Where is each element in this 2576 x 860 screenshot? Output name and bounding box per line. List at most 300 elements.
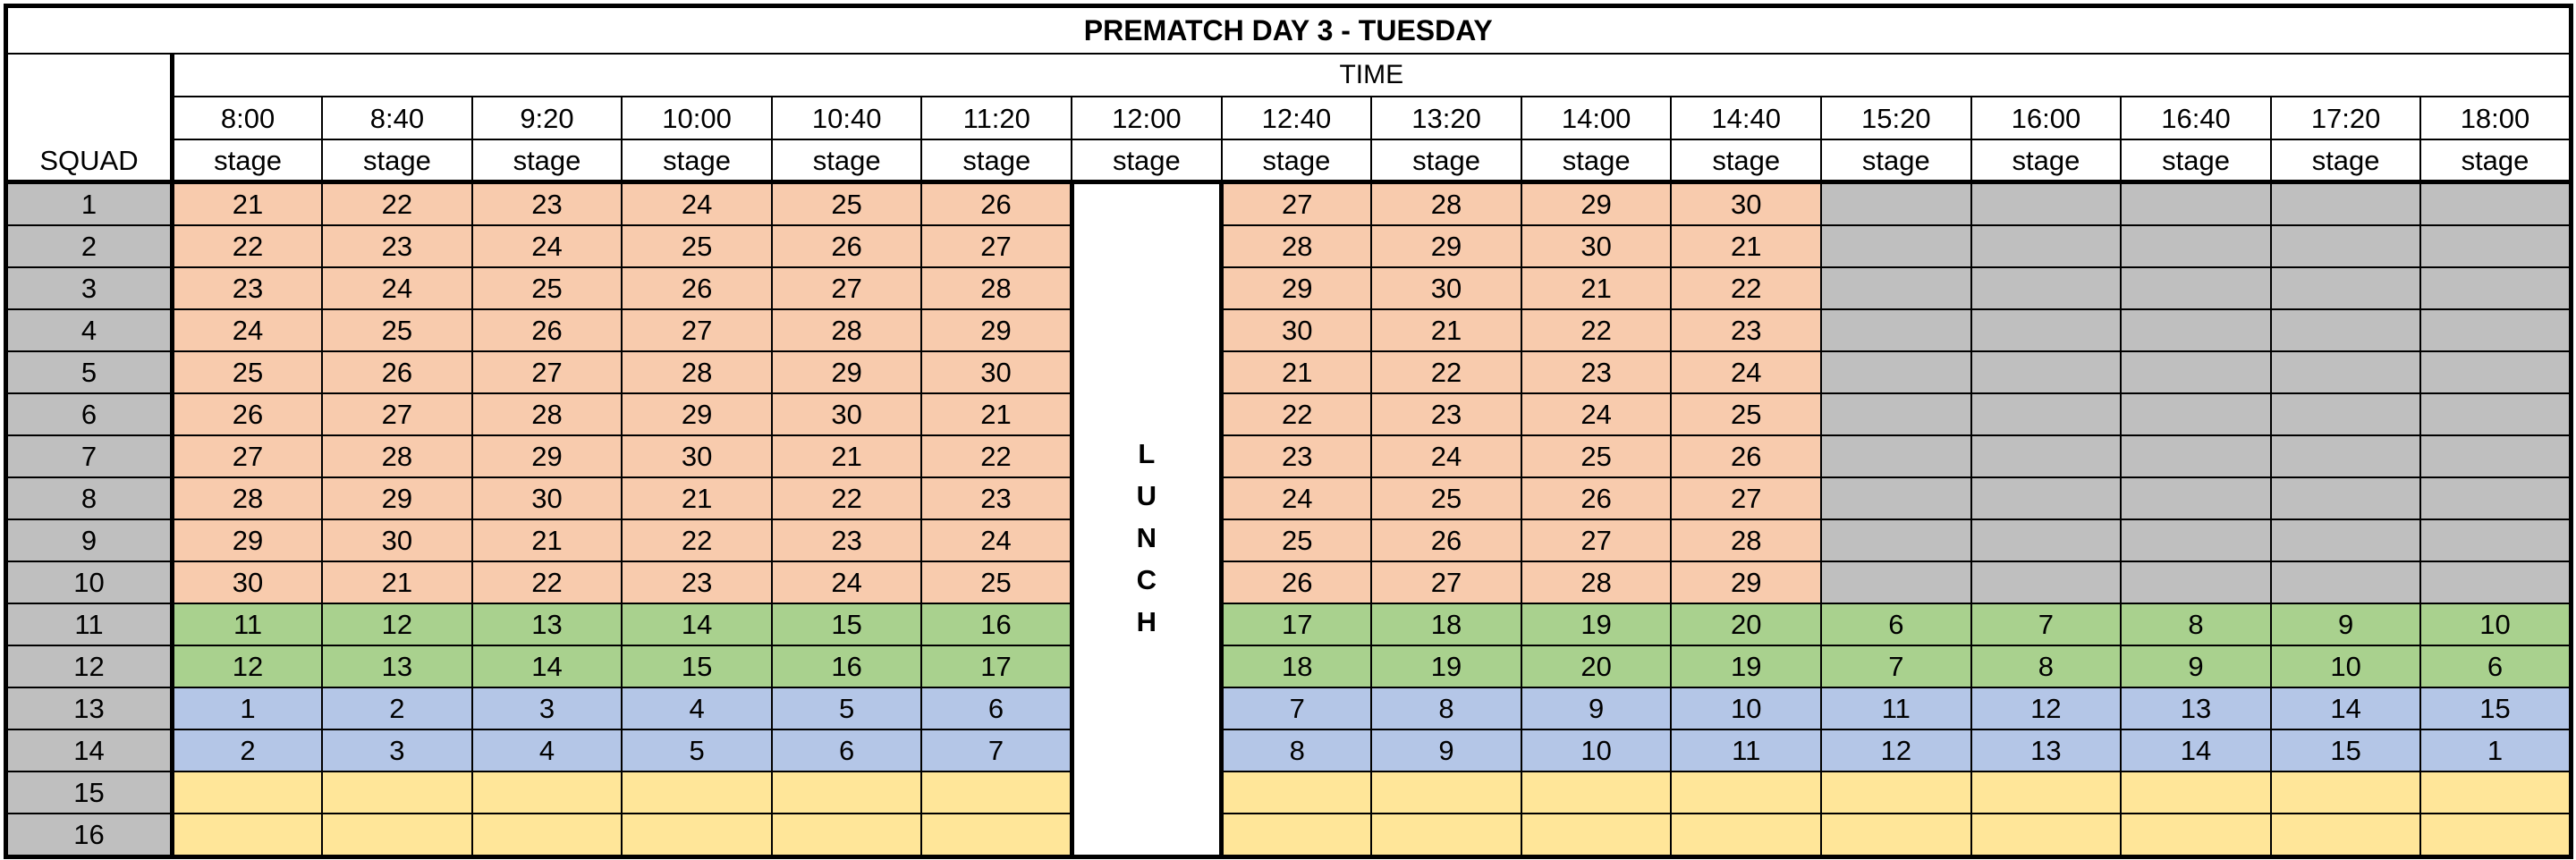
stage-assignment-cell: 27 <box>173 435 323 477</box>
time-slot-row <box>6 97 2572 139</box>
stage-label: stage <box>2271 139 2421 182</box>
stage-assignment-cell <box>2420 771 2571 814</box>
stage-assignment-cell <box>2420 309 2571 351</box>
stage-assignment-cell: 22 <box>622 519 772 561</box>
stage-assignment-cell: 10 <box>2420 603 2571 645</box>
stage-assignment-cell <box>1671 814 1821 857</box>
stage-assignment-cell: 7 <box>1971 603 2122 645</box>
stage-label: stage <box>921 139 1072 182</box>
stage-assignment-cell <box>2420 225 2571 267</box>
stage-assignment-cell: 23 <box>1371 393 1521 435</box>
stage-assignment-cell: 25 <box>921 561 1072 603</box>
stage-assignment-cell: 27 <box>1671 477 1821 519</box>
stage-assignment-cell: 29 <box>1521 182 1672 226</box>
stage-assignment-cell: 19 <box>1671 645 1821 687</box>
stage-label: stage <box>1671 139 1821 182</box>
stage-assignment-cell: 22 <box>173 225 323 267</box>
stage-assignment-cell <box>2121 435 2271 477</box>
squad-row <box>6 687 2572 729</box>
squad-number: 4 <box>6 309 173 351</box>
stage-assignment-cell: 7 <box>921 729 1072 771</box>
stage-assignment-cell: 15 <box>772 603 922 645</box>
stage-assignment-cell: 21 <box>1671 225 1821 267</box>
stage-assignment-cell <box>1521 814 1672 857</box>
stage-assignment-cell: 26 <box>1222 561 1372 603</box>
squad-row <box>6 519 2572 561</box>
stage-assignment-cell: 29 <box>921 309 1072 351</box>
stage-assignment-cell <box>2420 351 2571 393</box>
stage-assignment-cell: 14 <box>472 645 623 687</box>
stage-assignment-cell <box>772 771 922 814</box>
stage-assignment-cell: 26 <box>1371 519 1521 561</box>
stage-assignment-cell: 30 <box>1521 225 1672 267</box>
stage-label: stage <box>472 139 623 182</box>
stage-assignment-cell <box>2271 225 2421 267</box>
stage-assignment-cell <box>1821 519 1971 561</box>
stage-label: stage <box>2121 139 2271 182</box>
stage-assignment-cell: 6 <box>2420 645 2571 687</box>
stage-assignment-cell: 21 <box>772 435 922 477</box>
schedule-title: PREMATCH DAY 3 - TUESDAY <box>6 6 2572 55</box>
stage-assignment-cell <box>1971 393 2122 435</box>
stage-assignment-cell: 11 <box>1821 687 1971 729</box>
stage-label: stage <box>173 139 323 182</box>
stage-assignment-cell: 19 <box>1371 645 1521 687</box>
stage-assignment-cell <box>2420 435 2571 477</box>
stage-assignment-cell <box>1971 771 2122 814</box>
stage-assignment-cell: 6 <box>1821 603 1971 645</box>
stage-assignment-cell <box>2271 435 2421 477</box>
time-slot-header: 14:40 <box>1671 97 1821 139</box>
stage-assignment-cell <box>2121 267 2271 309</box>
stage-assignment-cell <box>2420 393 2571 435</box>
stage-assignment-cell: 14 <box>2121 729 2271 771</box>
stage-assignment-cell <box>1821 182 1971 226</box>
lunch-letter: N <box>1136 521 1157 553</box>
stage-assignment-cell: 22 <box>1371 351 1521 393</box>
stage-assignment-cell: 29 <box>1671 561 1821 603</box>
stage-assignment-cell <box>1821 771 1971 814</box>
stage-assignment-cell: 25 <box>772 182 922 226</box>
squad-number: 10 <box>6 561 173 603</box>
stage-assignment-cell: 3 <box>322 729 472 771</box>
stage-assignment-cell: 30 <box>921 351 1072 393</box>
stage-assignment-cell <box>921 771 1072 814</box>
stage-assignment-cell: 29 <box>1371 225 1521 267</box>
stage-assignment-cell <box>1222 771 1372 814</box>
stage-assignment-cell: 21 <box>1521 267 1672 309</box>
stage-assignment-cell <box>2420 182 2571 226</box>
squad-row <box>6 561 2572 603</box>
stage-assignment-cell <box>1971 182 2122 226</box>
stage-label: stage <box>1821 139 1971 182</box>
stage-assignment-cell: 21 <box>173 182 323 226</box>
squad-number: 7 <box>6 435 173 477</box>
squad-row <box>6 477 2572 519</box>
stage-assignment-cell <box>173 771 323 814</box>
time-slot-header: 16:00 <box>1971 97 2122 139</box>
stage-assignment-cell: 11 <box>173 603 323 645</box>
squad-number: 8 <box>6 477 173 519</box>
stage-assignment-cell: 21 <box>472 519 623 561</box>
squad-number: 9 <box>6 519 173 561</box>
stage-assignment-cell: 21 <box>1371 309 1521 351</box>
stage-assignment-cell <box>2271 771 2421 814</box>
stage-assignment-cell <box>1671 771 1821 814</box>
stage-assignment-cell <box>1971 561 2122 603</box>
stage-assignment-cell: 28 <box>1671 519 1821 561</box>
stage-assignment-cell: 27 <box>472 351 623 393</box>
stage-assignment-cell: 22 <box>1671 267 1821 309</box>
stage-assignment-cell <box>322 814 472 857</box>
time-group-header: TIME <box>173 54 2572 97</box>
lunch-letter: C <box>1136 563 1157 595</box>
stage-assignment-cell <box>2420 477 2571 519</box>
stage-assignment-cell: 24 <box>1222 477 1372 519</box>
squad-row <box>6 351 2572 393</box>
stage-assignment-cell: 28 <box>622 351 772 393</box>
stage-assignment-cell: 15 <box>622 645 772 687</box>
stage-assignment-cell: 25 <box>1222 519 1372 561</box>
stage-assignment-cell: 10 <box>1521 729 1672 771</box>
stage-assignment-cell <box>2420 814 2571 857</box>
stage-assignment-cell: 9 <box>2271 603 2421 645</box>
stage-assignment-cell: 28 <box>1371 182 1521 226</box>
stage-assignment-cell: 15 <box>2420 687 2571 729</box>
stage-assignment-cell: 12 <box>1821 729 1971 771</box>
stage-assignment-cell <box>1821 267 1971 309</box>
stage-assignment-cell: 25 <box>472 267 623 309</box>
time-slot-header: 9:20 <box>472 97 623 139</box>
time-slot-header: 13:20 <box>1371 97 1521 139</box>
stage-assignment-cell <box>1521 771 1672 814</box>
stage-assignment-cell <box>1971 477 2122 519</box>
stage-assignment-cell <box>1821 814 1971 857</box>
stage-assignment-cell: 21 <box>1222 351 1372 393</box>
squad-row <box>6 771 2572 814</box>
stage-assignment-cell <box>2121 519 2271 561</box>
stage-assignment-cell <box>2420 267 2571 309</box>
stage-assignment-cell: 1 <box>2420 729 2571 771</box>
squad-number: 3 <box>6 267 173 309</box>
stage-assignment-cell: 29 <box>322 477 472 519</box>
stage-assignment-cell: 26 <box>622 267 772 309</box>
stage-assignment-cell <box>2121 771 2271 814</box>
squad-number: 16 <box>6 814 173 857</box>
title-row <box>6 6 2572 55</box>
stage-assignment-cell: 13 <box>472 603 623 645</box>
stage-assignment-cell <box>2271 267 2421 309</box>
stage-assignment-cell: 6 <box>772 729 922 771</box>
stage-assignment-cell: 30 <box>622 435 772 477</box>
stage-assignment-cell: 25 <box>1521 435 1672 477</box>
time-slot-header: 18:00 <box>2420 97 2571 139</box>
stage-assignment-cell: 25 <box>322 309 472 351</box>
stage-assignment-cell <box>472 771 623 814</box>
time-slot-header: 17:20 <box>2271 97 2421 139</box>
stage-assignment-cell: 23 <box>1521 351 1672 393</box>
stage-assignment-cell: 28 <box>1521 561 1672 603</box>
stage-assignment-cell <box>1821 309 1971 351</box>
stage-assignment-cell <box>2121 182 2271 226</box>
stage-label-row <box>6 139 2572 182</box>
stage-assignment-cell <box>2121 561 2271 603</box>
stage-assignment-cell <box>2121 225 2271 267</box>
stage-assignment-cell: 29 <box>622 393 772 435</box>
schedule-table <box>4 4 2573 859</box>
stage-assignment-cell <box>1222 814 1372 857</box>
stage-assignment-cell <box>2271 561 2421 603</box>
stage-assignment-cell: 7 <box>1222 687 1372 729</box>
stage-assignment-cell: 25 <box>1671 393 1821 435</box>
stage-assignment-cell <box>1971 351 2122 393</box>
squad-row <box>6 645 2572 687</box>
stage-assignment-cell <box>2121 309 2271 351</box>
stage-assignment-cell: 15 <box>2271 729 2421 771</box>
stage-assignment-cell: 22 <box>472 561 623 603</box>
squad-row <box>6 603 2572 645</box>
stage-assignment-cell: 5 <box>772 687 922 729</box>
stage-assignment-cell <box>1971 267 2122 309</box>
time-slot-header: 8:00 <box>173 97 323 139</box>
stage-assignment-cell: 26 <box>921 182 1072 226</box>
stage-assignment-cell <box>772 814 922 857</box>
stage-assignment-cell: 23 <box>772 519 922 561</box>
stage-assignment-cell: 23 <box>322 225 472 267</box>
stage-assignment-cell: 8 <box>1222 729 1372 771</box>
stage-assignment-cell <box>322 771 472 814</box>
squad-number: 12 <box>6 645 173 687</box>
stage-assignment-cell: 20 <box>1521 645 1672 687</box>
stage-assignment-cell: 13 <box>1971 729 2122 771</box>
time-slot-header: 8:40 <box>322 97 472 139</box>
stage-assignment-cell <box>1971 309 2122 351</box>
squad-row <box>6 225 2572 267</box>
stage-assignment-cell <box>2121 477 2271 519</box>
stage-assignment-cell <box>1371 814 1521 857</box>
stage-assignment-cell: 27 <box>921 225 1072 267</box>
stage-assignment-cell <box>1821 225 1971 267</box>
stage-label: stage <box>1072 139 1222 182</box>
stage-assignment-cell: 24 <box>921 519 1072 561</box>
stage-assignment-cell <box>1821 561 1971 603</box>
stage-assignment-cell: 30 <box>173 561 323 603</box>
stage-assignment-cell: 17 <box>921 645 1072 687</box>
stage-assignment-cell <box>622 771 772 814</box>
stage-assignment-cell: 29 <box>173 519 323 561</box>
time-slot-header: 16:40 <box>2121 97 2271 139</box>
squad-number: 5 <box>6 351 173 393</box>
squad-number: 6 <box>6 393 173 435</box>
stage-assignment-cell <box>2271 351 2421 393</box>
stage-assignment-cell: 27 <box>1222 182 1372 226</box>
squad-number: 11 <box>6 603 173 645</box>
stage-assignment-cell: 21 <box>322 561 472 603</box>
time-slot-header: 15:20 <box>1821 97 1971 139</box>
stage-assignment-cell: 2 <box>173 729 323 771</box>
lunch-letter: L <box>1138 437 1156 469</box>
stage-assignment-cell: 30 <box>322 519 472 561</box>
stage-assignment-cell <box>2271 477 2421 519</box>
stage-assignment-cell: 12 <box>1971 687 2122 729</box>
stage-assignment-cell: 24 <box>772 561 922 603</box>
stage-assignment-cell: 28 <box>173 477 323 519</box>
squad-number: 13 <box>6 687 173 729</box>
stage-assignment-cell: 28 <box>322 435 472 477</box>
time-slot-header: 12:40 <box>1222 97 1372 139</box>
stage-assignment-cell: 30 <box>772 393 922 435</box>
stage-assignment-cell: 26 <box>1521 477 1672 519</box>
stage-assignment-cell <box>1971 814 2122 857</box>
time-slot-header: 10:00 <box>622 97 772 139</box>
squad-row <box>6 182 2572 226</box>
stage-assignment-cell: 14 <box>622 603 772 645</box>
stage-assignment-cell: 13 <box>322 645 472 687</box>
stage-assignment-cell: 29 <box>772 351 922 393</box>
stage-assignment-cell: 22 <box>772 477 922 519</box>
stage-assignment-cell <box>1821 351 1971 393</box>
stage-assignment-cell <box>2271 309 2421 351</box>
squad-row <box>6 393 2572 435</box>
stage-assignment-cell: 9 <box>2121 645 2271 687</box>
stage-assignment-cell: 25 <box>173 351 323 393</box>
stage-assignment-cell <box>1971 519 2122 561</box>
stage-assignment-cell: 21 <box>622 477 772 519</box>
stage-label: stage <box>772 139 922 182</box>
time-slot-header: 10:40 <box>772 97 922 139</box>
time-header-row <box>6 54 2572 97</box>
squad-number: 14 <box>6 729 173 771</box>
stage-assignment-cell: 9 <box>1521 687 1672 729</box>
stage-assignment-cell <box>2121 351 2271 393</box>
squad-row <box>6 814 2572 857</box>
stage-assignment-cell: 28 <box>772 309 922 351</box>
squad-row <box>6 729 2572 771</box>
time-slot-header: 14:00 <box>1521 97 1672 139</box>
squad-number: 15 <box>6 771 173 814</box>
stage-assignment-cell: 30 <box>472 477 623 519</box>
stage-assignment-cell: 8 <box>1971 645 2122 687</box>
stage-assignment-cell: 24 <box>173 309 323 351</box>
time-slot-header: 12:00 <box>1072 97 1222 139</box>
stage-assignment-cell: 22 <box>921 435 1072 477</box>
squad-number: 1 <box>6 182 173 226</box>
stage-assignment-cell: 24 <box>622 182 772 226</box>
stage-assignment-cell: 22 <box>322 182 472 226</box>
stage-assignment-cell: 23 <box>921 477 1072 519</box>
stage-assignment-cell: 22 <box>1521 309 1672 351</box>
stage-assignment-cell: 16 <box>921 603 1072 645</box>
stage-assignment-cell <box>2121 393 2271 435</box>
stage-assignment-cell: 18 <box>1222 645 1372 687</box>
stage-assignment-cell <box>2271 519 2421 561</box>
stage-assignment-cell: 24 <box>472 225 623 267</box>
stage-assignment-cell: 23 <box>173 267 323 309</box>
stage-assignment-cell: 18 <box>1371 603 1521 645</box>
stage-assignment-cell: 25 <box>1371 477 1521 519</box>
stage-assignment-cell <box>1821 393 1971 435</box>
stage-assignment-cell: 2 <box>322 687 472 729</box>
lunch-letter: U <box>1136 479 1157 511</box>
stage-label: stage <box>2420 139 2571 182</box>
stage-assignment-cell: 30 <box>1671 182 1821 226</box>
stage-assignment-cell <box>1971 435 2122 477</box>
stage-assignment-cell: 4 <box>472 729 623 771</box>
stage-assignment-cell: 30 <box>1222 309 1372 351</box>
squad-row <box>6 435 2572 477</box>
squad-row <box>6 267 2572 309</box>
stage-assignment-cell <box>2121 814 2271 857</box>
stage-assignment-cell <box>2420 561 2571 603</box>
stage-assignment-cell: 13 <box>2121 687 2271 729</box>
stage-assignment-cell: 23 <box>1222 435 1372 477</box>
stage-assignment-cell: 27 <box>1521 519 1672 561</box>
stage-assignment-cell: 7 <box>1821 645 1971 687</box>
stage-assignment-cell: 10 <box>2271 645 2421 687</box>
stage-label: stage <box>1521 139 1672 182</box>
stage-assignment-cell: 26 <box>472 309 623 351</box>
stage-assignment-cell <box>2271 393 2421 435</box>
stage-assignment-cell: 16 <box>772 645 922 687</box>
stage-assignment-cell: 21 <box>921 393 1072 435</box>
stage-assignment-cell: 22 <box>1222 393 1372 435</box>
stage-assignment-cell <box>2271 814 2421 857</box>
stage-assignment-cell: 8 <box>2121 603 2271 645</box>
squad-row <box>6 309 2572 351</box>
stage-assignment-cell: 29 <box>1222 267 1372 309</box>
stage-assignment-cell: 19 <box>1521 603 1672 645</box>
stage-assignment-cell <box>1821 435 1971 477</box>
stage-label: stage <box>622 139 772 182</box>
stage-assignment-cell: 8 <box>1371 687 1521 729</box>
stage-assignment-cell: 25 <box>622 225 772 267</box>
stage-assignment-cell: 24 <box>1671 351 1821 393</box>
stage-assignment-cell: 4 <box>622 687 772 729</box>
stage-assignment-cell: 27 <box>622 309 772 351</box>
stage-assignment-cell: 14 <box>2271 687 2421 729</box>
lunch-break-cell <box>1072 182 1222 857</box>
stage-assignment-cell: 27 <box>322 393 472 435</box>
stage-assignment-cell: 20 <box>1671 603 1821 645</box>
stage-assignment-cell: 29 <box>472 435 623 477</box>
stage-assignment-cell <box>2271 182 2421 226</box>
stage-assignment-cell: 6 <box>921 687 1072 729</box>
stage-assignment-cell <box>1371 771 1521 814</box>
stage-assignment-cell <box>1971 225 2122 267</box>
stage-label: stage <box>1371 139 1521 182</box>
stage-assignment-cell: 24 <box>1371 435 1521 477</box>
stage-assignment-cell: 1 <box>173 687 323 729</box>
lunch-label <box>1137 397 1157 643</box>
stage-assignment-cell: 11 <box>1671 729 1821 771</box>
stage-assignment-cell: 28 <box>1222 225 1372 267</box>
stage-assignment-cell: 26 <box>1671 435 1821 477</box>
stage-assignment-cell <box>472 814 623 857</box>
stage-assignment-cell: 26 <box>772 225 922 267</box>
stage-assignment-cell <box>921 814 1072 857</box>
squad-number: 2 <box>6 225 173 267</box>
stage-assignment-cell: 24 <box>1521 393 1672 435</box>
stage-label: stage <box>322 139 472 182</box>
stage-assignment-cell: 26 <box>173 393 323 435</box>
stage-assignment-cell <box>622 814 772 857</box>
stage-assignment-cell: 10 <box>1671 687 1821 729</box>
stage-assignment-cell: 23 <box>1671 309 1821 351</box>
stage-assignment-cell <box>1821 477 1971 519</box>
stage-assignment-cell <box>2420 519 2571 561</box>
lunch-letter: H <box>1136 605 1157 637</box>
stage-assignment-cell: 27 <box>1371 561 1521 603</box>
